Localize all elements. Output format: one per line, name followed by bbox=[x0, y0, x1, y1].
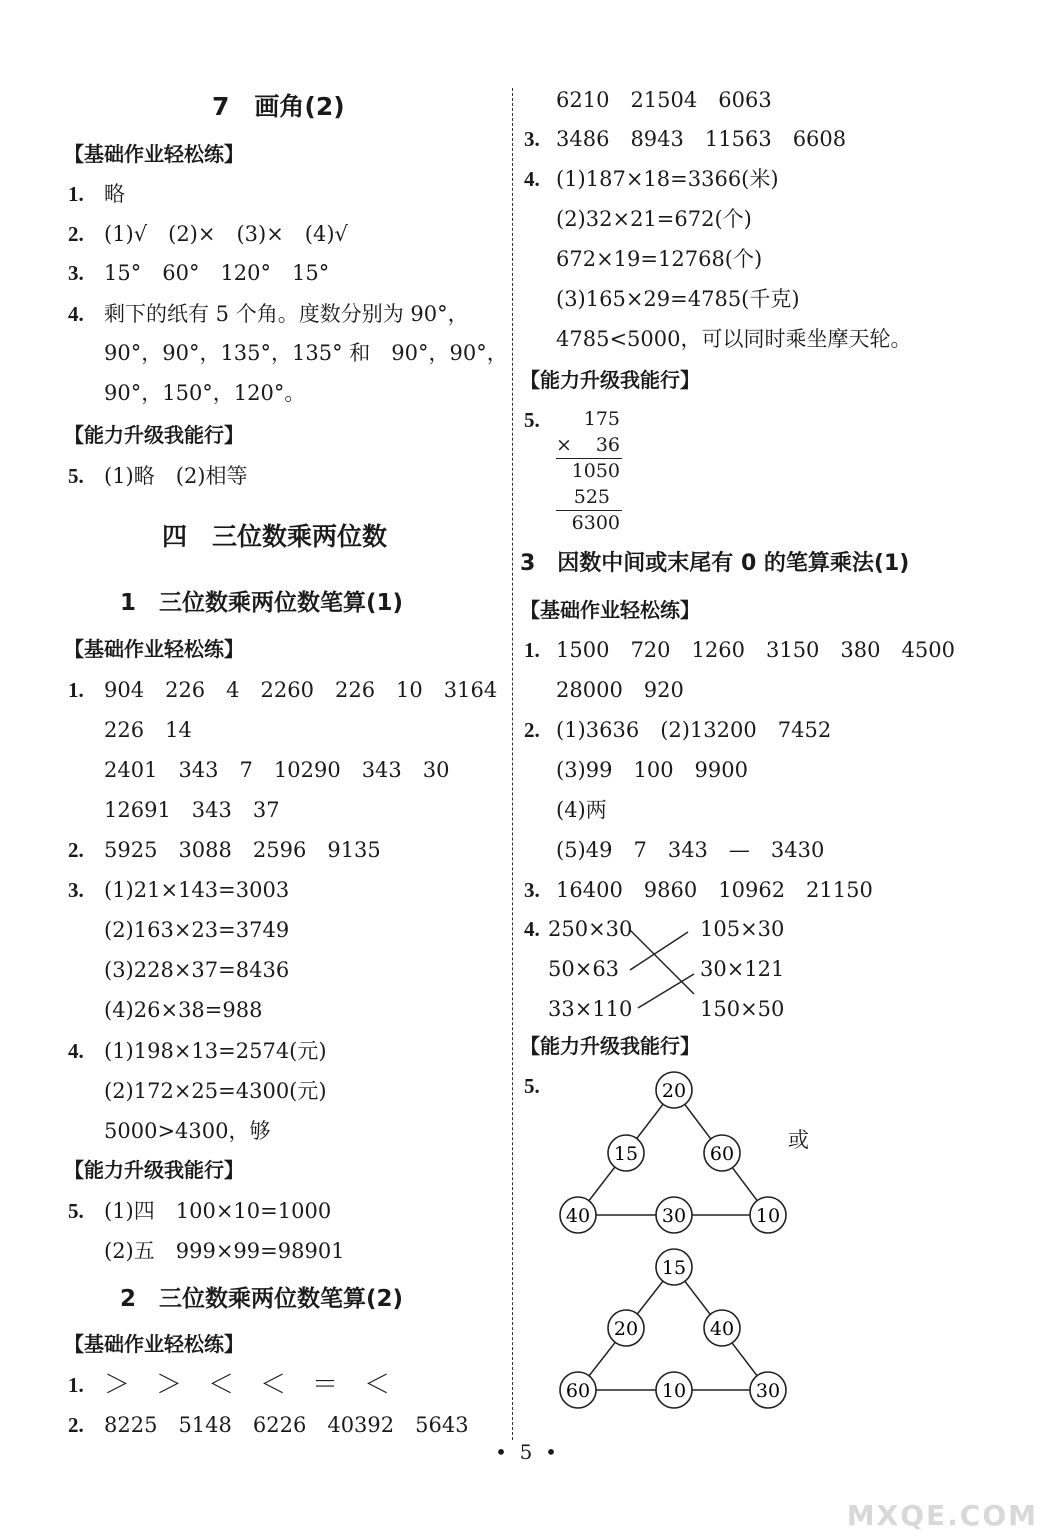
question-number: 1. bbox=[68, 1373, 84, 1397]
page-number: • 5 • bbox=[495, 1440, 557, 1464]
answer-text: (1)略 (2)相等 bbox=[104, 464, 248, 488]
answer-text: 90°，150°，120°。 bbox=[104, 381, 306, 405]
question-number: 3. bbox=[524, 878, 540, 902]
question-number: 2. bbox=[68, 838, 84, 862]
question-number: 4. bbox=[68, 1039, 84, 1063]
multiply-sign: × bbox=[556, 434, 572, 456]
question-number: 3. bbox=[68, 261, 84, 285]
answer-text: 5925 3088 2596 9135 bbox=[104, 838, 381, 862]
question-number: 3. bbox=[68, 878, 84, 902]
question-number: 4. bbox=[524, 167, 540, 191]
question-number: 3. bbox=[524, 127, 540, 151]
triangle-node-value: 20 bbox=[613, 1318, 639, 1340]
answer-text: (5)49 7 343 — 3430 bbox=[556, 838, 825, 862]
triangle-node-value: 40 bbox=[565, 1205, 591, 1227]
answer-text: 672×19=12768(个) bbox=[556, 247, 763, 271]
answer-text: 5000>4300，够 bbox=[104, 1119, 271, 1143]
section-7-title: 7 画角(2) bbox=[212, 92, 345, 121]
multiplier: 36 bbox=[595, 434, 620, 456]
answer-text: (2)五 999×99=98901 bbox=[104, 1239, 345, 1263]
answer-text: 226 14 bbox=[104, 718, 192, 742]
basic-practice-heading: 【基础作业轻松练】 bbox=[64, 1332, 244, 1356]
answer-text: (4)26×38=988 bbox=[104, 998, 263, 1022]
number-triangles bbox=[516, 0, 1052, 1536]
question-number: 5. bbox=[68, 464, 84, 488]
question-number: 4. bbox=[68, 302, 84, 326]
answer-text: (3)165×29=4785(千克) bbox=[556, 287, 800, 311]
answer-text: 28000 920 bbox=[556, 678, 684, 702]
triangle-1 bbox=[560, 1072, 786, 1233]
triangle-node-value: 40 bbox=[709, 1318, 735, 1340]
triangle-node-value: 15 bbox=[613, 1143, 639, 1165]
answer-text: 3486 8943 11563 6608 bbox=[556, 127, 847, 151]
answer-text: 90°，90°，135°，135° 和 90°，90°， bbox=[104, 341, 508, 365]
section-3-title: 3 因数中间或末尾有 0 的笔算乘法(1) bbox=[520, 551, 910, 576]
answer-text: (4)两 bbox=[556, 798, 607, 822]
multiplicand: 175 bbox=[583, 408, 620, 430]
triangle-2 bbox=[560, 1249, 786, 1408]
basic-practice-heading: 【基础作业轻松练】 bbox=[64, 142, 244, 166]
answer-text: 12691 343 37 bbox=[104, 798, 280, 822]
partial-product-2: 525 bbox=[573, 486, 610, 508]
basic-practice-heading: 【基础作业轻松练】 bbox=[64, 637, 244, 661]
answer-text: ＞ ＞ ＜ ＜ ＝ ＜ bbox=[104, 1370, 391, 1400]
question-number: 2. bbox=[68, 222, 84, 246]
triangle-node-value: 10 bbox=[755, 1205, 781, 1227]
product: 6300 bbox=[571, 512, 620, 534]
question-number: 1. bbox=[68, 678, 84, 702]
answer-text: 剩下的纸有 5 个角。度数分别为 90°， bbox=[104, 302, 469, 326]
match-right-3: 150×50 bbox=[700, 997, 785, 1021]
answer-text: (1)198×13=2574(元) bbox=[104, 1039, 327, 1063]
answer-text: 904 226 4 2260 226 10 3164 bbox=[104, 678, 498, 702]
answer-text: (2)163×23=3749 bbox=[104, 918, 290, 942]
triangle-node-value: 20 bbox=[661, 1080, 687, 1102]
watermark: MXQE.COM bbox=[846, 1499, 1038, 1532]
answer-text: 15° 60° 120° 15° bbox=[104, 261, 330, 285]
answer-text: (2)172×25=4300(元) bbox=[104, 1079, 327, 1103]
triangle-node-value: 30 bbox=[661, 1205, 687, 1227]
question-number: 5. bbox=[524, 408, 540, 432]
question-number: 5. bbox=[524, 1074, 540, 1098]
answer-text: (1)3636 (2)13200 7452 bbox=[556, 718, 832, 742]
section-2-title: 2 三位数乘两位数笔算(2) bbox=[120, 1286, 404, 1312]
triangle-node-value: 10 bbox=[661, 1380, 687, 1402]
answer-text: (1)√ (2)× (3)× (4)√ bbox=[104, 222, 348, 246]
answer-text: 略 bbox=[104, 182, 125, 206]
answer-text: (1)187×18=3366(米) bbox=[556, 167, 779, 191]
triangle-node-value: 15 bbox=[661, 1257, 687, 1279]
column-divider bbox=[512, 88, 513, 1440]
match-right-2: 30×121 bbox=[700, 957, 785, 981]
question-number: 2. bbox=[68, 1413, 84, 1437]
triangle-node-value: 60 bbox=[565, 1380, 591, 1402]
answer-text: 6210 21504 6063 bbox=[556, 88, 772, 112]
answer-text: (3)228×37=8436 bbox=[104, 958, 290, 982]
match-right-1: 105×30 bbox=[700, 917, 785, 941]
answer-text: 1500 720 1260 3150 380 4500 bbox=[556, 638, 955, 662]
or-label: 或 bbox=[788, 1128, 809, 1152]
advanced-heading: 【能力升级我能行】 bbox=[520, 368, 700, 392]
advanced-heading: 【能力升级我能行】 bbox=[64, 423, 244, 447]
question-number: 4. bbox=[524, 917, 540, 941]
question-number: 1. bbox=[524, 638, 540, 662]
match-left-1: 250×30 bbox=[548, 917, 633, 941]
answer-text: (1)四 100×10=1000 bbox=[104, 1199, 332, 1223]
match-left-2: 50×63 bbox=[548, 957, 620, 981]
question-number: 2. bbox=[524, 718, 540, 742]
advanced-heading: 【能力升级我能行】 bbox=[64, 1158, 244, 1182]
section-1-title: 1 三位数乘两位数笔算(1) bbox=[120, 590, 404, 616]
answer-text: (1)21×143=3003 bbox=[104, 878, 290, 902]
partial-product-1: 1050 bbox=[571, 460, 620, 482]
basic-practice-heading: 【基础作业轻松练】 bbox=[520, 598, 700, 622]
answer-text: (3)99 100 9900 bbox=[556, 758, 748, 782]
match-left-3: 33×110 bbox=[548, 997, 633, 1021]
answer-text: (2)32×21=672(个) bbox=[556, 207, 752, 231]
triangle-node-value: 60 bbox=[709, 1143, 735, 1165]
unit-title: 四 三位数乘两位数 bbox=[162, 522, 388, 551]
answer-text: 4785<5000，可以同时乘坐摩天轮。 bbox=[556, 327, 912, 351]
question-number: 5. bbox=[68, 1199, 84, 1223]
question-number: 1. bbox=[68, 182, 84, 206]
answer-text: 16400 9860 10962 21150 bbox=[556, 878, 873, 902]
triangle-node-value: 30 bbox=[755, 1380, 781, 1402]
advanced-heading: 【能力升级我能行】 bbox=[520, 1034, 700, 1058]
answer-text: 2401 343 7 10290 343 30 bbox=[104, 758, 450, 782]
answer-text: 8225 5148 6226 40392 5643 bbox=[104, 1413, 469, 1437]
